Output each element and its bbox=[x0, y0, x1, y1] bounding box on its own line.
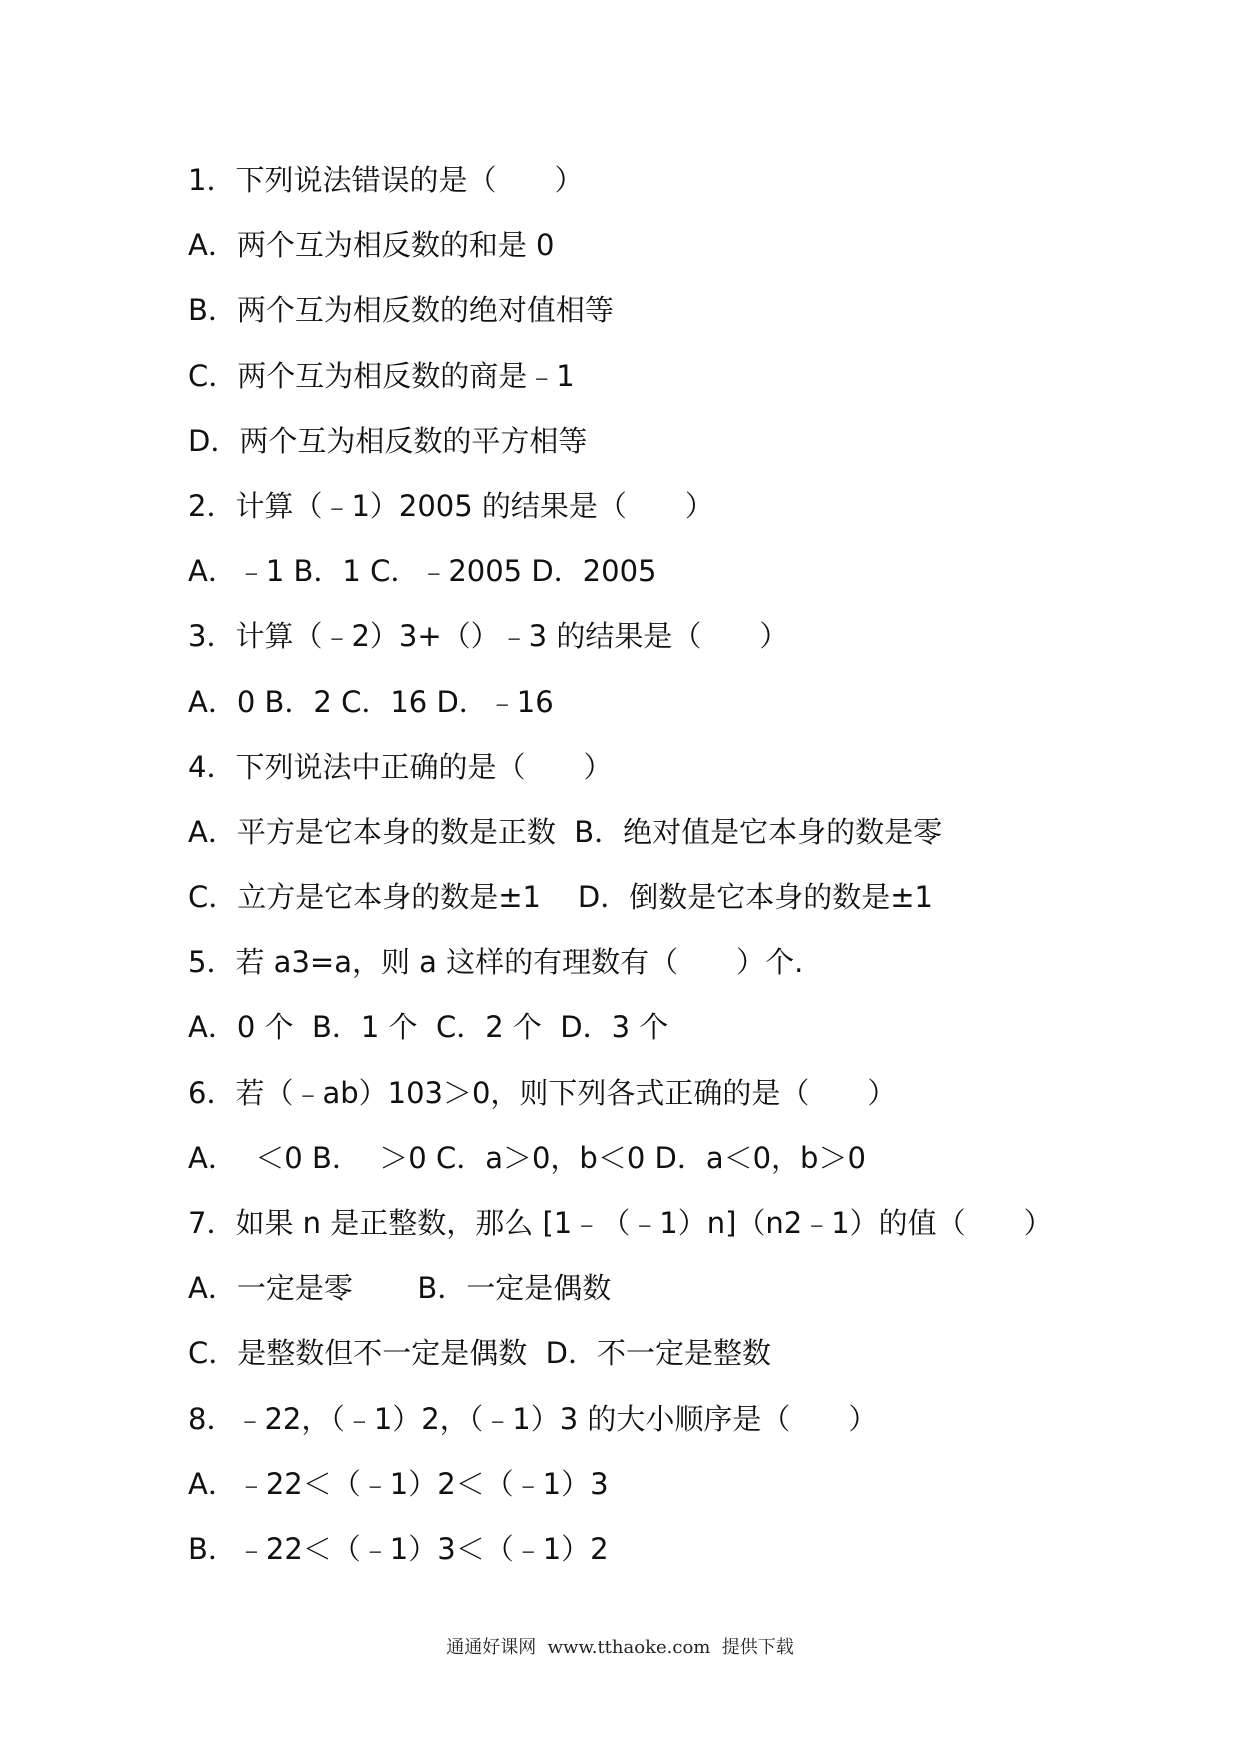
question-7-options-cd: C．是整数但不一定是偶数 D．不一定是整数 bbox=[188, 1336, 772, 1371]
question-8-stem: 8．﹣22，（﹣1）2，（﹣1）3 的大小顺序是（ ） bbox=[188, 1401, 878, 1436]
question-5-stem: 5．若 a3=a，则 a 这样的有理数有（ ）个. bbox=[188, 945, 804, 980]
page-footer: 通通好课网 www.tthaoke.com 提供下载 bbox=[446, 1637, 794, 1658]
question-8-option-b: B．﹣22＜（﹣1）3＜（﹣1）2 bbox=[188, 1531, 609, 1566]
question-4-stem: 4．下列说法中正确的是（ ） bbox=[188, 749, 613, 784]
question-7-stem: 7．如果 n 是正整数，那么 [1﹣（﹣1）n]（n2﹣1）的值（ ） bbox=[188, 1206, 1053, 1240]
question-6-options: A． ＜0 B． ＞0 C．a＞0，b＜0 D．a＜0，b＞0 bbox=[188, 1140, 866, 1175]
question-1-stem: 1．下列说法错误的是（ ） bbox=[188, 163, 584, 197]
question-1-option-b: B．两个互为相反数的绝对值相等 bbox=[188, 293, 614, 328]
question-6-stem: 6．若（﹣ab）103＞0，则下列各式正确的是（ ） bbox=[188, 1075, 897, 1110]
question-1-option-d: D．两个互为相反数的平方相等 bbox=[188, 423, 588, 458]
question-7-options-ab: A．一定是零 B．一定是偶数 bbox=[188, 1271, 612, 1306]
question-2-options: A．﹣1 B．1 C．﹣2005 D．2005 bbox=[188, 554, 657, 589]
question-2-stem: 2．计算（﹣1）2005 的结果是（ ） bbox=[188, 488, 714, 523]
question-list bbox=[188, 160, 1148, 1594]
question-5-options: A．0 个 B．1 个 C．2 个 D．3 个 bbox=[188, 1010, 669, 1045]
question-1-option-a: A．两个互为相反数的和是 0 bbox=[188, 228, 555, 263]
question-3-stem: 3．计算（﹣2）3+（）﹣3 的结果是（ ） bbox=[188, 619, 789, 654]
question-4-options-cd: C．立方是它本身的数是±1 D．倒数是它本身的数是±1 bbox=[188, 880, 933, 915]
question-1-option-c: C．两个互为相反数的商是﹣1 bbox=[188, 358, 575, 393]
question-4-options-ab: A．平方是它本身的数是正数 B．绝对值是它本身的数是零 bbox=[188, 814, 943, 849]
question-8-option-a: A．﹣22＜（﹣1）2＜（﹣1）3 bbox=[188, 1466, 609, 1501]
question-3-options: A．0 B．2 C．16 D．﹣16 bbox=[188, 684, 554, 719]
